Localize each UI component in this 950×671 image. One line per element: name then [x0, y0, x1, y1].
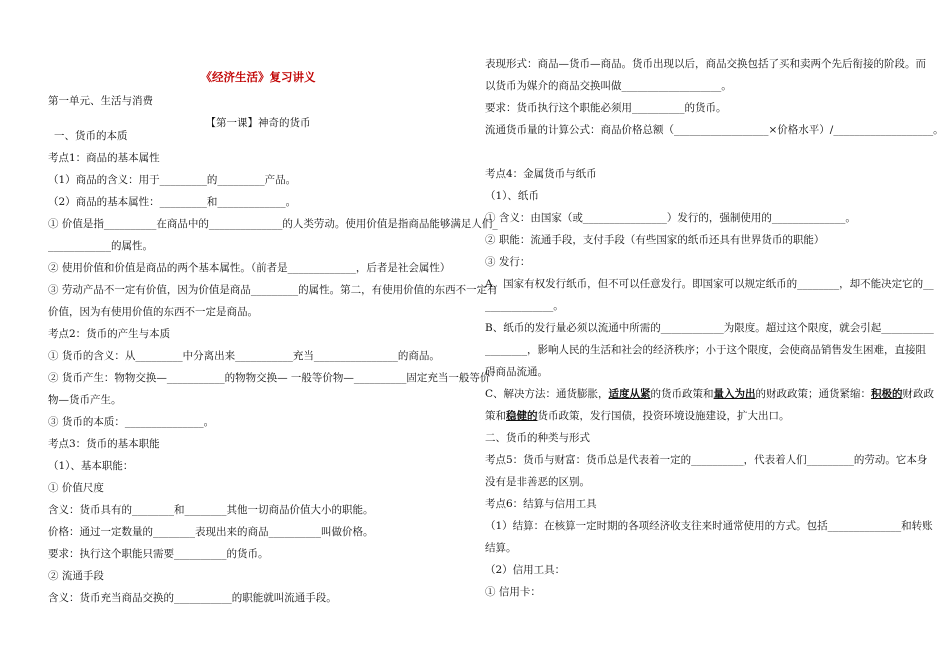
key-phrase: 适度从紧: [608, 388, 651, 400]
text-line: B、纸币的发行量必须以流通中所需的____________为限度。超过这个限度，就会引起__________: [485, 322, 934, 334]
text-line: ③ 劳动产品不一定有价值，因为价值是商品_________的属性。第二，有使用价值的东西不一定有: [48, 284, 498, 296]
text-line: 表现形式：商品—货币—商品。货币出现以后，商品交换包括了买和卖两个先后衔接的阶段。而: [485, 58, 926, 70]
text-line: 考点4：金属货币与纸币: [485, 168, 597, 180]
text-line: 物—货币产生。: [48, 394, 122, 406]
text-line: 含义：货币充当商品交换的___________的职能就叫流通手段。: [48, 592, 337, 604]
text-line: 价格：通过一定数量的________表现出来的商品__________叫做价格。: [48, 526, 374, 538]
text-line: ① 含义：由国家（或________________）发行的，强制使用的______________。: [485, 212, 856, 224]
section-heading: 二、货币的种类与形式: [485, 432, 590, 444]
text-line: 考点1：商品的基本属性: [48, 152, 160, 164]
text-line: 没有是非善恶的区别。: [485, 476, 590, 488]
key-phrase: 量入为出: [713, 388, 756, 400]
text-line: ② 流通手段: [48, 570, 104, 582]
text-line: ① 货币的含义：从_________中分离出来___________充当________________的商品。: [48, 350, 440, 362]
document-title: 《经济生活》复习讲义: [200, 70, 316, 84]
text-line: 要求：执行这个职能只需要__________的货币。: [48, 548, 269, 560]
text-line: 考点6：结算与信用工具: [485, 498, 597, 510]
text-line: ③ 货币的本质：_______________。: [48, 416, 215, 428]
text-line: ________，影响人民的生活和社会的经济秩序；小于这个限度，会使商品销售发生困难，直接阻: [485, 344, 926, 356]
text-line: 考点5：货币与财富：货币总是代表着一定的__________，代表着人们_________的劳动。它本身: [485, 454, 928, 466]
text-line: 考点3：货币的基本职能: [48, 438, 160, 450]
text-line: ① 价值尺度: [48, 482, 104, 494]
text-line: （1）商品的含义：用于_________的_________产品。: [48, 174, 297, 186]
text-line-emphasis: 策和稳健的货币政策，发行国债，投资环境设施建设，扩大出口。: [485, 410, 790, 422]
text-line: A、国家有权发行纸币，但不可以任意发行。即国家可以规定纸币的________，却不能决定它的__: [485, 278, 934, 290]
text-line: ① 信用卡：: [485, 586, 541, 598]
text-line: （2）商品的基本属性：_________和_____________。: [48, 196, 297, 208]
text-line: 结算。: [485, 542, 517, 554]
section-heading: 一、货币的本质: [54, 130, 128, 142]
text-line: 要求：货币执行这个职能必须用__________的货币。: [485, 102, 727, 114]
text-line: （2）信用工具：: [485, 564, 566, 576]
text-line: ② 货币产生：物物交换—___________的物物交换— 一般等价物—__________固定充当一般等价: [48, 372, 491, 384]
text-line: （1）结算：在核算一定时期的各项经济收支往来时通常使用的方式。包括______________和转账: [485, 520, 933, 532]
text-line-emphasis: C、解决方法：通货膨胀，适度从紧的货币政策和量入为出的财政政策；通货紧缩：积极的财政政: [485, 388, 935, 400]
text-line: （1）、纸币: [485, 190, 539, 202]
text-line: ② 职能：流通手段，支付手段（有些国家的纸币还具有世界货币的职能）: [485, 234, 825, 246]
key-phrase: 稳健的: [506, 410, 538, 422]
text-line: ② 使用价值和价值是商品的两个基本属性。（前者是_____________，后者是社会属性）: [48, 262, 451, 274]
text-line: 流通货币量的计算公式：商品价格总额（__________________×价格水平）/___________________。: [485, 124, 944, 136]
lesson-heading: 【第一课】神奇的货币: [205, 117, 311, 129]
key-phrase: 积极的: [871, 388, 903, 400]
text-line: （1）、基本职能：: [48, 460, 134, 472]
text-line: 以货币为媒介的商品交换叫做___________________。: [485, 80, 732, 92]
text-line: 价值，因为有使用价值的东西不一定是商品。: [48, 306, 258, 318]
text-line: ③ 发行：: [485, 256, 531, 268]
text-line: 含义：货币具有的________和________其他一切商品价值大小的职能。: [48, 504, 374, 516]
unit-heading: 第一单元、生活与消费: [48, 95, 153, 107]
text-line: ____________的属性。: [48, 240, 153, 252]
text-line: _____________。: [485, 300, 564, 312]
text-line: 碍商品流通。: [485, 366, 548, 378]
text-line: 考点2：货币的产生与本质: [48, 328, 171, 340]
text-line: ① 价值是指__________在商品中的______________的人类劳动。使用价值是指商品能够满足人们_: [48, 218, 498, 230]
